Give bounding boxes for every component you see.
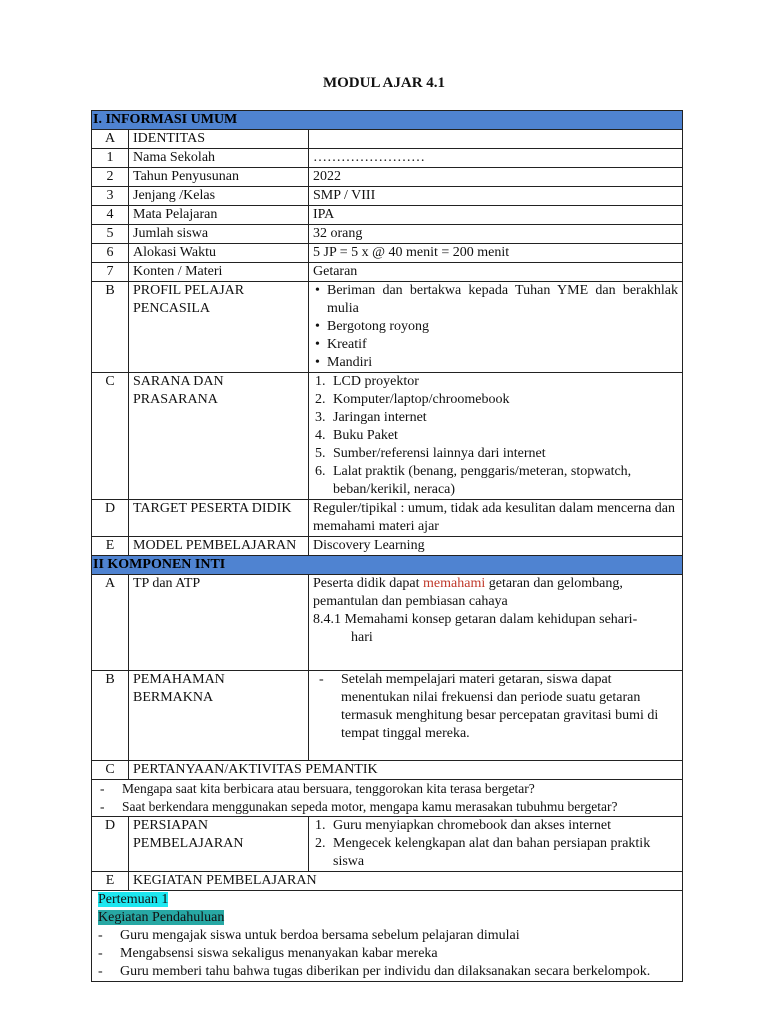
row-letter: D	[92, 500, 129, 537]
row-label: Konten / Materi	[129, 263, 309, 282]
row-label: TARGET PESERTA DIDIK	[129, 500, 309, 537]
kegiatan-header-row	[92, 872, 683, 891]
list-item: 1. Guru menyiapkan chromebook dan akses internet	[315, 818, 611, 833]
highlight-text: memahami	[423, 576, 486, 591]
row-number: 3	[92, 187, 129, 206]
row-value: Getaran	[309, 263, 683, 282]
section-title: I. INFORMASI UMUM	[92, 111, 683, 130]
list-item: 3. Jaringan internet	[315, 410, 427, 425]
tp-text: Peserta didik dapat memahami getaran dan gelombang, pemantulan dan pembiasan cahaya	[313, 576, 623, 609]
pertemuan-label: Pertemuan 1	[98, 892, 169, 907]
model-pembelajaran-row	[92, 537, 683, 556]
row-value: 2022	[309, 168, 683, 187]
table-row-jenjang-kelas	[92, 187, 683, 206]
identitas-row	[92, 130, 683, 149]
section-header-informasi-umum	[92, 111, 683, 130]
list-item: 4. Buku Paket	[315, 428, 398, 443]
row-label: Mata Pelajaran	[129, 206, 309, 225]
profil-list	[313, 282, 678, 372]
row-letter: E	[92, 872, 129, 891]
row-number: 1	[92, 149, 129, 168]
sarana-list	[313, 373, 678, 499]
pertanyaan-list	[94, 780, 682, 816]
pendahuluan-label: Kegiatan Pendahuluan	[98, 910, 225, 925]
row-letter: D	[92, 817, 129, 872]
row-label: IDENTITAS	[129, 130, 309, 149]
list-item: • Bergotong royong	[315, 319, 430, 334]
row-label: Tahun Penyusunan	[129, 168, 309, 187]
row-value: Reguler/tipikal : umum, tidak ada kesulitan dalam mencerna dan memahami materi ajar	[309, 500, 683, 537]
row-value	[92, 780, 683, 817]
row-letter: A	[92, 575, 129, 671]
row-label: Alokasi Waktu	[129, 244, 309, 263]
sarana-prasarana-row	[92, 373, 683, 500]
row-label: PROFIL PELAJAR PENCASILA	[129, 282, 309, 373]
bullet-icon: •	[315, 319, 320, 334]
persiapan-list	[313, 817, 678, 871]
list-item: 2. Mengecek kelengkapan alat dan bahan persiapan praktik siswa	[315, 836, 651, 869]
list-item: - Saat berkendara menggunakan sepeda motor, mengapa kamu merasakan tubuhmu bergetar?	[100, 799, 618, 814]
row-value: Discovery Learning	[309, 537, 683, 556]
list-item: - Mengabsensi siswa sekaligus menanyakan kabar mereka	[98, 946, 438, 961]
list-item: • Beriman dan bertakwa kepada Tuhan YME dan berakhlak mulia	[315, 283, 679, 316]
list-item: 1. LCD proyektor	[315, 374, 419, 389]
document-title: MODUL AJAR 4.1	[322, 75, 446, 91]
row-label: SARANA DAN PRASARANA	[129, 373, 309, 500]
table-row-nama-sekolah	[92, 149, 683, 168]
row-label: Jumlah siswa	[129, 225, 309, 244]
row-value	[309, 130, 683, 149]
row-letter: C	[92, 761, 129, 780]
row-number: 5	[92, 225, 129, 244]
list-item: • Mandiri	[315, 355, 373, 370]
table-row-mata-pelajaran	[92, 206, 683, 225]
list-item: 6. Lalat praktik (benang, penggaris/meteran, stopwatch, beban/kerikil, neraca)	[315, 464, 632, 497]
bullet-icon: •	[315, 355, 320, 370]
row-number: 4	[92, 206, 129, 225]
row-value: SMP / VIII	[309, 187, 683, 206]
bullet-icon: •	[315, 283, 320, 298]
row-value	[92, 891, 683, 982]
list-item: - Guru memberi tahu bahwa tugas diberikan per individu dan dilaksanakan secara berkelompok.	[98, 964, 651, 979]
row-number: 7	[92, 263, 129, 282]
table-row-tahun-penyusunan	[92, 168, 683, 187]
row-label: KEGIATAN PEMBELAJARAN	[129, 872, 683, 891]
row-label: Nama Sekolah	[129, 149, 309, 168]
section-header-komponen-inti	[92, 556, 683, 575]
row-value	[309, 282, 683, 373]
kegiatan-list	[92, 927, 678, 981]
row-value: IPA	[309, 206, 683, 225]
row-label: TP dan ATP	[129, 575, 309, 671]
tp-subitem: 8.4.1 Memahami konsep getaran dalam kehidupan sehari-	[313, 612, 638, 627]
row-value	[309, 575, 683, 671]
row-label: Jenjang /Kelas	[129, 187, 309, 206]
pemahaman-row	[92, 671, 683, 761]
bullet-icon: •	[315, 337, 320, 352]
target-peserta-row	[92, 500, 683, 537]
module-table	[91, 110, 683, 982]
row-letter: C	[92, 373, 129, 500]
section-title: II KOMPONEN INTI	[92, 556, 683, 575]
list-item: • Kreatif	[315, 337, 367, 352]
row-number: 2	[92, 168, 129, 187]
row-label: PERSIAPAN PEMBELAJARAN	[129, 817, 309, 872]
list-item: 5. Sumber/referensi lainnya dari internet	[315, 446, 546, 461]
table-row-konten-materi	[92, 263, 683, 282]
row-number: 6	[92, 244, 129, 263]
tp-subitem-cont: hari	[351, 630, 373, 645]
row-label: MODEL PEMBELAJARAN	[129, 537, 309, 556]
table-row-jumlah-siswa	[92, 225, 683, 244]
row-letter: A	[92, 130, 129, 149]
pemahaman-list	[313, 671, 678, 743]
row-value: 32 orang	[309, 225, 683, 244]
list-item: - Mengapa saat kita berbicara atau bersuara, tenggorokan kita terasa bergetar?	[100, 781, 535, 796]
list-item: - Setelah mempelajari materi getaran, siswa dapat menentukan nilai frekuensi dan periode suatu getaran termasuk menghitung besar percepatan gravitasi bumi di tempat tinggal mereka.	[319, 672, 659, 741]
list-item: - Guru mengajak siswa untuk berdoa bersama sebelum pelajaran dimulai	[98, 928, 520, 943]
row-letter: B	[92, 282, 129, 373]
list-item: 2. Komputer/laptop/chroomebook	[315, 392, 510, 407]
table-row-alokasi-waktu	[92, 244, 683, 263]
row-value: ……………………	[309, 149, 683, 168]
row-value	[309, 671, 683, 761]
persiapan-row	[92, 817, 683, 872]
row-value: 5 JP = 5 x @ 40 menit = 200 menit	[309, 244, 683, 263]
profil-pelajar-row	[92, 282, 683, 373]
row-value	[309, 817, 683, 872]
row-label: PERTANYAAN/AKTIVITAS PEMANTIK	[129, 761, 683, 780]
row-letter: E	[92, 537, 129, 556]
row-letter: B	[92, 671, 129, 761]
pertanyaan-header-row	[92, 761, 683, 780]
tp-atp-row	[92, 575, 683, 671]
pertanyaan-content-row	[92, 780, 683, 817]
kegiatan-content-row	[92, 891, 683, 982]
row-value	[309, 373, 683, 500]
row-label: PEMAHAMAN BERMAKNA	[129, 671, 309, 761]
